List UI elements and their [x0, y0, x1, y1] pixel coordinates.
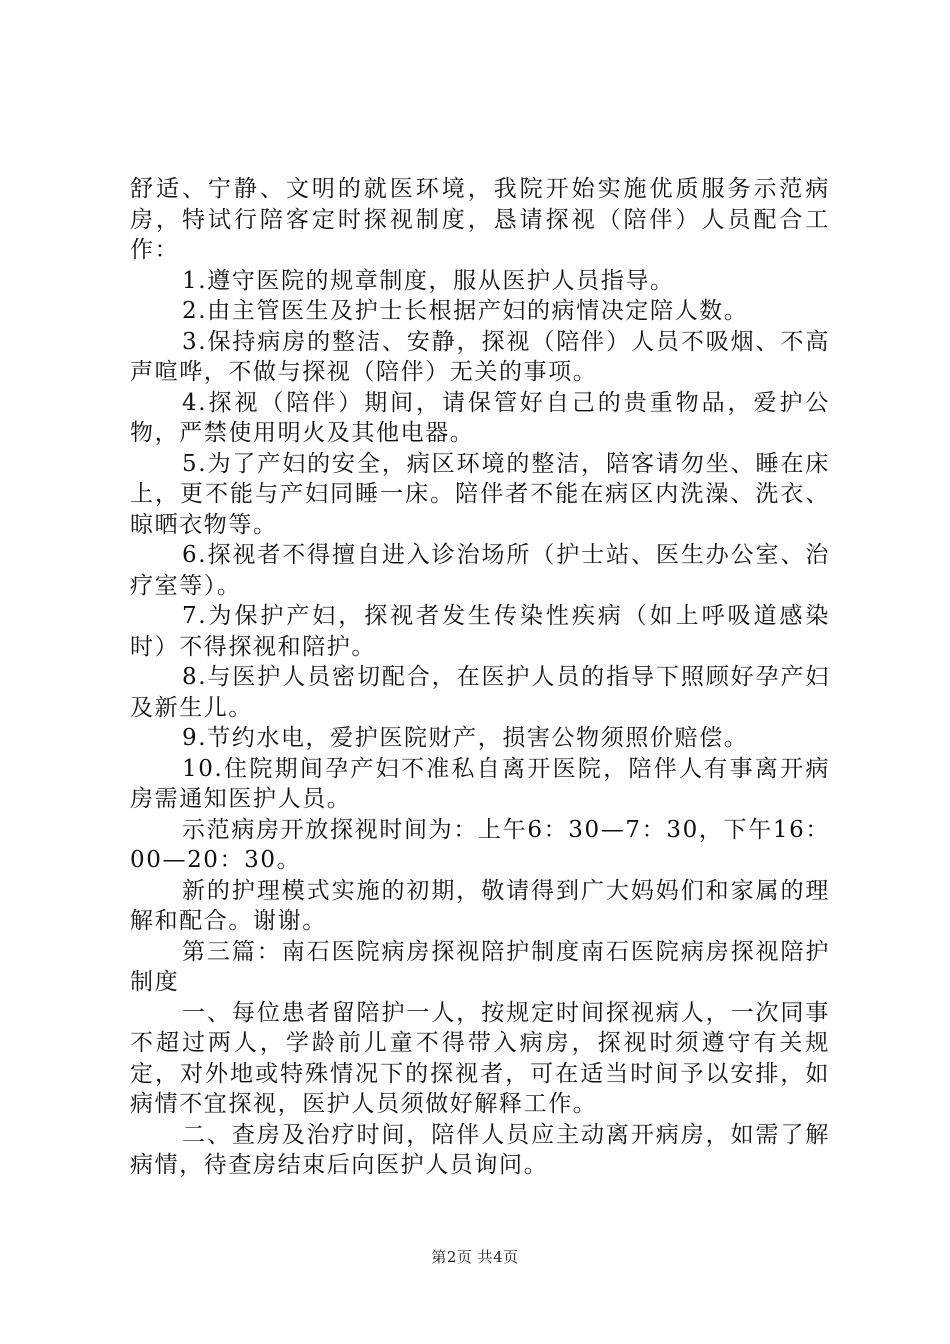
rule-2-paragraph: 2.由主管医生及护士长根据产妇的病情决定陪人数。: [182, 298, 749, 324]
closing-paragraph: 新的护理模式实施的初期，敬请得到广大妈妈们和家属的理解和配合。谢谢。: [130, 877, 830, 934]
rule-7-paragraph: 7.为保护产妇，探视者发生传染性疾病（如上呼吸道感染时）不得探视和陪护。: [130, 603, 830, 660]
rule-3-paragraph: 3.保持病房的整洁、安静，探视（陪伴）人员不吸烟、不高声喧哗，不做与探视（陪伴）无关的事项。: [130, 328, 830, 385]
page-number-footer: 第2页 共4页: [431, 1248, 519, 1266]
rule-8-paragraph: 8.与医护人员密切配合，在医护人员的指导下照顾好孕产妇及新生儿。: [130, 664, 830, 721]
document-body: [130, 174, 830, 1181]
rule-6-paragraph: 6.探视者不得擅自进入诊治场所（护士站、医生办公室、治疗室等）。: [130, 542, 830, 599]
section-rule-2-paragraph: 二、查房及治疗时间，陪伴人员应主动离开病房，如需了解病情，待查房结束后向医护人员询问。: [130, 1121, 830, 1178]
visiting-hours-paragraph: 示范病房开放探视时间为：上午6：30—7：30，下午16：00—20：30。: [130, 816, 830, 873]
section-rule-1-paragraph: 一、每位患者留陪护一人，按规定时间探视病人，一次同事不超过两人，学龄前儿童不得带入病房，探视时须遵守有关规定，对外地或特殊情况下的探视者，可在适当时间予以安排，如病情不宜探视，医护人员须做好解释工作。: [130, 999, 830, 1117]
rule-9-paragraph: 9.节约水电，爱护医院财产，损害公物须照价赔偿。: [182, 725, 749, 751]
intro-paragraph: 舒适、宁静、文明的就医环境，我院开始实施优质服务示范病房，特试行陪客定时探视制度，恳请探视（陪伴）人员配合工作：: [130, 176, 830, 263]
rule-5-paragraph: 5.为了产妇的安全，病区环境的整洁，陪客请勿坐、睡在床上，更不能与产妇同睡一床。陪伴者不能在病区内洗澡、洗衣、晾晒衣物等。: [130, 450, 830, 538]
section-heading: 第三篇：南石医院病房探视陪护制度南石医院病房探视陪护制度: [130, 938, 830, 995]
rule-1-paragraph: 1.遵守医院的规章制度，服从医护人员指导。: [182, 267, 675, 294]
rule-10-paragraph: 10.住院期间孕产妇不准私自离开医院，陪伴人有事离开病房需通知医护人员。: [130, 755, 830, 812]
rule-4-paragraph: 4.探视（陪伴）期间，请保管好自己的贵重物品，爱护公物，严禁使用明火及其他电器。: [130, 389, 830, 446]
